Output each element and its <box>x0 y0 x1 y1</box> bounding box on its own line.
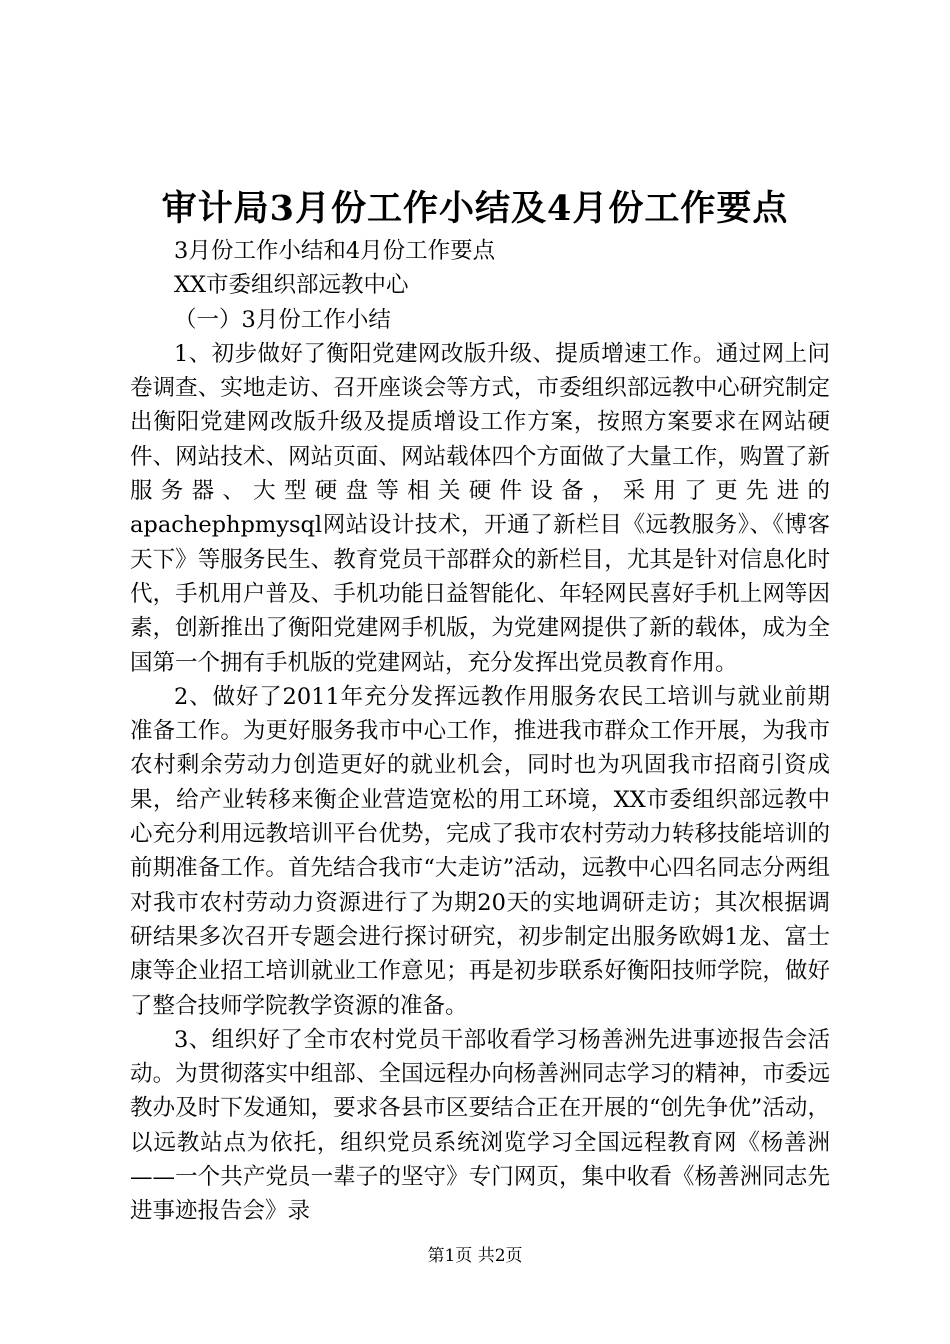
section-heading: （一）3月份工作小结 <box>174 306 391 333</box>
paragraph-3: 3、组织好了全市农村党员干部收看学习杨善洲先进事迹报告会活动。为贯彻落实中组部、全国远程办向杨善洲同志学习的精神，市委远教办及时下发通知，要求各县市区要结合正在开展的“创先争优”活动，以远教站点为依托，组织党员系统浏览学习全国远程教育网《杨善洲——一个共产党员一辈子的坚守》专门网页，集中收看《杨善洲同志先进事迹报告会》录 <box>130 1026 830 1225</box>
document-subtitle: 3月份工作小结和4月份工作要点 <box>174 238 496 264</box>
paragraph-2: 2、做好了2011年充分发挥远教作用服务农民工培训与就业前期准备工作。为更好服务我市中心工作，推进我市群众工作开展，为我市农村剩余劳动力创造更好的就业机会，同时也为巩固我市招商引资成果，给产业转移来衡企业营造宽松的用工环境，XX市委组织部远教中心充分利用远教培训平台优势，完成了我市农村劳动力转移技能培训的前期准备工作。首先结合我市“大走访”活动，远教中心四名同志分两组对我市农村劳动力资源进行了为期20天的实地调研走访；其次根据调研结果多次召开专题会进行探讨研究，初步制定出服务欧姆1龙、富士康等企业招工培训就业工作意见；再是初步联系好衡阳技师学院，做好了整合技师学院教学资源的准备。 <box>130 683 830 1019</box>
document-body <box>130 234 830 1229</box>
organization-name: XX市委组织部远教中心 <box>174 272 409 299</box>
document-title: 审计局3月份工作小结及4月份工作要点 <box>161 188 789 229</box>
paragraph-1: 1、初步做好了衡阳党建网改版升级、提质增速工作。通过网上问卷调查、实地走访、召开座谈会等方式，市委组织部远教中心研究制定出衡阳党建网改版升级及提质增设工作方案，按照方案要求在网站硬件、网站技术、网站页面、网站载体四个方面做了大量工作，购置了新服务器、大型硬盘等相关硬件设备，采用了更先进的apachephpmysql网站设计技术，开通了新栏目《远教服务》、《博客天下》等服务民生、教育党员干部群众的新栏目，尤其是针对信息化时代，手机用户普及、手机功能日益智能化、年轻网民喜好手机上网等因素，创新推出了衡阳党建网手机版，为党建网提供了新的载体，成为全国第一个拥有手机版的党建网站，充分发挥出党员教育作用。 <box>130 340 830 676</box>
page-indicator: 第1页 共2页 <box>427 1246 523 1266</box>
